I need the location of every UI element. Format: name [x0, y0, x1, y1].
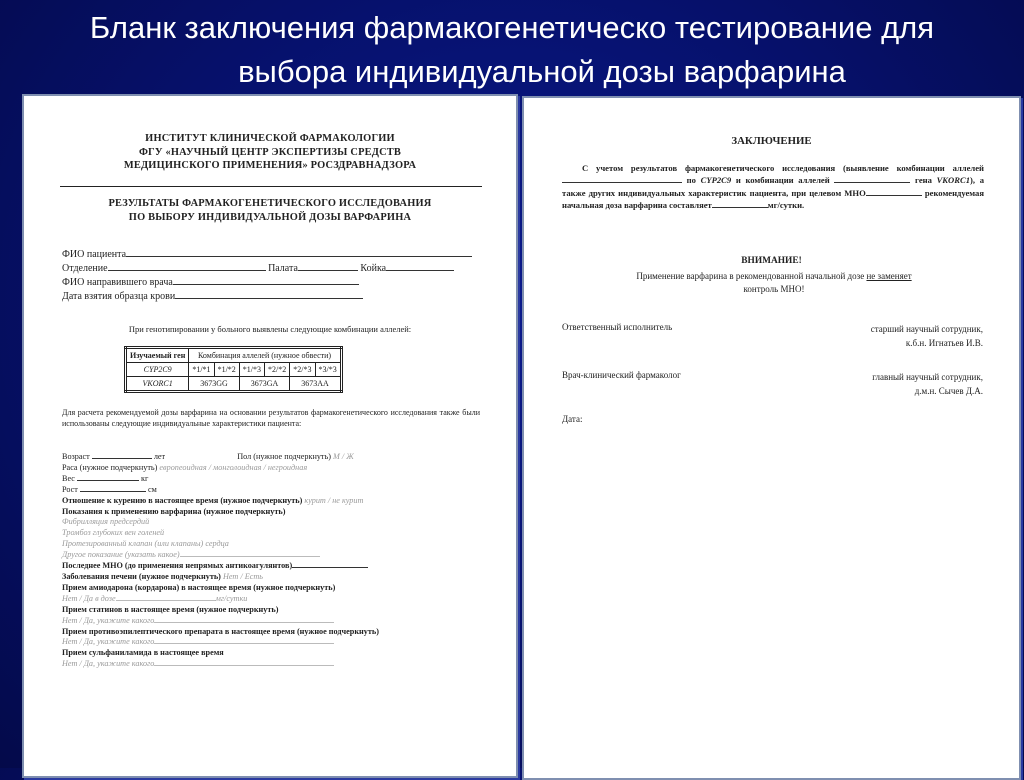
genotype-intro: При генотипировании у больного выявлены следующие комбинации аллелей:: [128, 324, 412, 334]
executor-label: Ответственный исполнитель: [562, 322, 673, 332]
smoking-label: Отношение к курению в настоящее время (нужное подчеркнуть): [62, 495, 303, 505]
statins-field[interactable]: [154, 622, 334, 623]
anticonvulsant-field[interactable]: [154, 643, 334, 644]
attention-title: ВНИМАНИЕ!: [741, 256, 802, 266]
cyp-allele-cell[interactable]: *2/*3: [290, 363, 315, 377]
amiodarone-label: Прием амиодарона (кордарона) в настоящее время (нужное подчеркнуть): [62, 582, 336, 592]
vkorc-allele-cell[interactable]: 3673GA: [239, 377, 289, 392]
indication-option[interactable]: Тромбоз глубоких вен голеней: [62, 528, 165, 538]
executor-name: к.б.н. Игнатьев И.В.: [905, 338, 983, 348]
dose-field[interactable]: [712, 207, 768, 208]
liver-options[interactable]: Нет / Есть: [222, 571, 263, 581]
fio-label: ФИО пациента: [62, 249, 127, 260]
vkorc-allele-cell[interactable]: 3673GG: [189, 377, 239, 392]
pharmacologist-position: главный научный сотрудник,: [872, 372, 983, 382]
right-conclusion-page: [522, 96, 1021, 780]
height-field[interactable]: [80, 491, 146, 492]
institute-line3: МЕДИЦИНСКОГО ПРИМЕНЕНИЯ» РОСЗДРАВНАДЗОРА: [123, 160, 417, 171]
vkorc-gene-cell: VKORC1: [126, 377, 189, 392]
sample-date-field[interactable]: [175, 298, 363, 299]
weight-field[interactable]: [77, 480, 139, 481]
results-title-line2: ПО ВЫБОРУ ИНДИВИДУАЛЬНОЙ ДОЗЫ ВАРФАРИНА: [128, 211, 412, 223]
sulfonamide-label: Прием сульфаниламида в настоящее время: [62, 648, 224, 658]
vkorc-result-field[interactable]: [834, 182, 910, 183]
doctor-field[interactable]: [173, 284, 359, 285]
age-unit: лет: [153, 452, 166, 461]
race-label: Раса (нужное подчеркнуть): [62, 462, 158, 472]
cyp-allele-cell[interactable]: *2/*2: [265, 363, 290, 377]
sex-label: Пол (нужное подчеркнуть): [237, 452, 331, 461]
results-title-line1: РЕЗУЛЬТАТЫ ФАРМАКОГЕНЕТИЧЕСКОГО ИССЛЕДОВАНИЯ: [108, 198, 432, 209]
liver-label: Заболевания печени (нужное подчеркнуть): [62, 571, 221, 581]
conclusion-title: ЗАКЛЮЧЕНИЕ: [731, 135, 812, 147]
genotype-table: [124, 346, 343, 393]
bed-label: Койка: [360, 263, 387, 274]
anticonvulsant-options[interactable]: Нет / Да, укажите какого: [62, 637, 155, 647]
indication-label: Показания к применению варфарина (нужное подчеркнуть): [62, 506, 286, 516]
inr-field[interactable]: [292, 567, 368, 568]
weight-unit: кг: [141, 473, 149, 483]
attention-text: Применение варфарина в рекомендованной начальной дозе не заменяет контроль МНО!: [636, 271, 912, 294]
other-indication-field[interactable]: [180, 556, 320, 557]
conclusion-paragraph: С учетом результатов фармакогенетического исследования (выявление комбинации аллелей по CYP2C9 и комбинации аллелей гена VKORC1), а также других индивидуальных характеристик пациента, при целевом МНО рекомендуемая начальная доза варфарина составляет мг/сутки.: [562, 163, 984, 211]
bed-field[interactable]: [386, 270, 454, 271]
cyp-allele-cell[interactable]: *1/*2: [214, 363, 239, 377]
sulfonamide-field[interactable]: [154, 665, 334, 666]
indication-option[interactable]: Другое показание (указать какое): [62, 550, 180, 560]
age-label: Возраст: [62, 452, 90, 461]
vkorc-allele-cell[interactable]: 3673AA: [290, 377, 341, 392]
table-header-gene: Изучаемый ген: [126, 348, 189, 363]
cyp-allele-cell[interactable]: *1/*1: [189, 363, 214, 377]
slide-title-line2: выбора индивидуальной дозы варфарина: [238, 54, 846, 89]
height-unit: см: [147, 484, 157, 494]
statins-options[interactable]: Нет / Да, укажите какого: [62, 615, 155, 625]
target-inr-field[interactable]: [866, 195, 922, 196]
dept-label: Отделение: [62, 263, 108, 274]
left-form-page: [22, 94, 518, 778]
statins-label: Прием статинов в настоящее время (нужное подчеркнуть): [62, 604, 279, 614]
race-options[interactable]: европеоидная / монголоидная / негроидная: [159, 462, 308, 472]
pharmacologist-signature: [872, 370, 983, 398]
age-field[interactable]: [92, 458, 152, 459]
date-label: Дата:: [562, 414, 583, 424]
date-label: Дата взятия образца крови: [62, 291, 176, 302]
amiodarone-options[interactable]: Нет / Да в дозе: [62, 593, 116, 603]
sulfonamide-options[interactable]: Нет / Да, укажите какого: [62, 659, 155, 669]
dept-field[interactable]: [108, 270, 266, 271]
doctor-label: ФИО направившего врача: [62, 277, 173, 288]
weight-label: Вес: [62, 473, 75, 483]
ward-field[interactable]: [298, 270, 358, 271]
header-divider: [60, 186, 482, 187]
sex-options[interactable]: М / Ж: [333, 452, 354, 461]
pharmacologist-name: д.м.н. Сычев Д.А.: [914, 386, 983, 396]
smoking-options[interactable]: курит / не курит: [304, 495, 364, 505]
cyp-gene-cell: CYP2C9: [126, 363, 189, 377]
institute-line2: ФГУ «НАУЧНЫЙ ЦЕНТР ЭКСПЕРТИЗЫ СРЕДСТВ: [138, 146, 402, 158]
ward-label: Палата: [268, 263, 298, 274]
inr-label: Последнее МНО (до применения непрямых антикоагулянтов): [62, 561, 293, 571]
indication-option[interactable]: Фибрилляция предсердий: [62, 517, 150, 527]
executor-position: старший научный сотрудник,: [870, 324, 983, 334]
cyp-allele-cell[interactable]: *3/*3: [315, 363, 341, 377]
calc-paragraph: Для расчета рекомендуемой дозы варфарина на основании результатов фармакогенетического исследования также были использованы следующие индивидуальные характеристики пациента:: [62, 408, 480, 428]
institute-line1: ИНСТИТУТ КЛИНИЧЕСКОЙ ФАРМАКОЛОГИИ: [145, 133, 395, 144]
amiodarone-unit: мг/сутки: [215, 593, 248, 603]
slide-title-line1: Бланк заключения фармакогенетическо тестирование для: [89, 10, 935, 45]
pharmacologist-label: Врач-клинический фармаколог: [562, 370, 681, 380]
slide-title: [0, 6, 1024, 94]
height-label: Рост: [62, 484, 78, 494]
fio-field[interactable]: [126, 256, 472, 257]
cyp-allele-cell[interactable]: *1/*3: [239, 363, 264, 377]
cyp-result-field[interactable]: [562, 182, 682, 183]
indication-option[interactable]: Протезированный клапан (или клапаны) сердца: [62, 539, 229, 549]
executor-signature: [871, 322, 983, 350]
anticonvulsant-label: Прием противоэпилептического препарата в настоящее время (нужное подчеркнуть): [62, 626, 379, 636]
amiodarone-dose-field[interactable]: [116, 600, 216, 601]
table-header-alleles: Комбинация аллелей (нужное обвести): [189, 348, 341, 363]
